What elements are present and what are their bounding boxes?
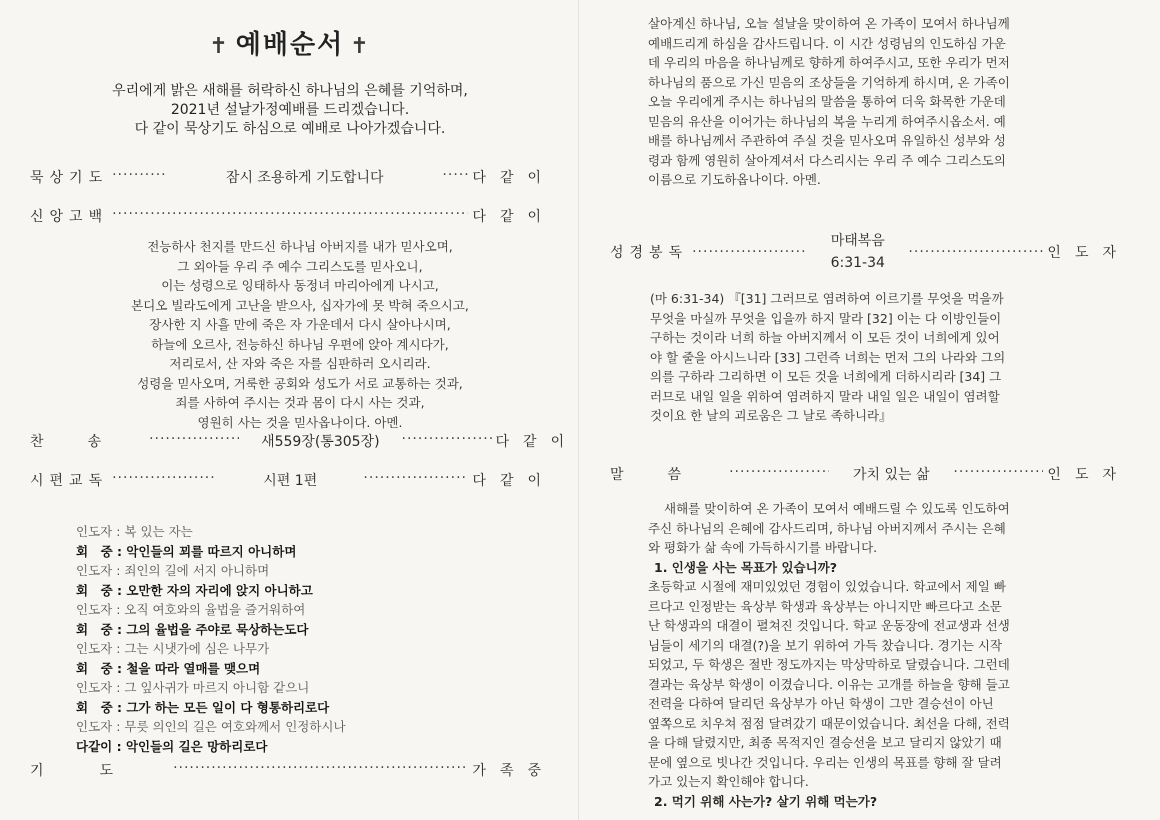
litany-speaker: 인도자	[76, 719, 113, 734]
sermon-line: 가고 있는지 확인해야 합니다.	[648, 774, 809, 789]
intro-line: 다 같이 묵상기도 하심으로 예배로 나아가겠습니다.	[134, 121, 446, 137]
order-label: 신앙고백	[30, 209, 109, 225]
prayer-line: 배를 하나님께서 주관하여 주실 것을 믿사오며 유일하신 성부와 성	[648, 133, 1006, 148]
leader-dots	[112, 206, 468, 222]
intro-text	[40, 82, 540, 139]
apostles-creed	[60, 237, 540, 432]
intro-line: 우리에게 밝은 새해를 허락하신 하나님의 은혜를 기억하며,	[112, 83, 468, 99]
order-responder: 다같이	[472, 473, 555, 489]
litany-separator: :	[112, 641, 125, 656]
litany-line	[76, 561, 546, 581]
order-label: 기도	[30, 763, 170, 779]
litany-text: 복 있는 자는	[124, 524, 193, 539]
leader-dots	[908, 244, 1043, 260]
litany-text: 오만한 자의 자리에 앉지 아니하고	[126, 582, 313, 598]
prayer-line: 살아계신 하나님, 오늘 설날을 맞이하여 온 가족이 모여서 하나님께	[648, 16, 1010, 31]
litany-separator: :	[112, 543, 127, 559]
litany-text: 죄인의 길에 서지 아니하며	[124, 563, 270, 578]
litany-speaker: 인도자	[76, 563, 113, 578]
prayer-text	[648, 14, 1113, 190]
litany-speaker: 회 중	[76, 699, 113, 715]
sermon-line: 전력을 다하여 달리던 육상부가 아닌 학생이 그만 결승선이 아닌	[648, 696, 994, 711]
litany-separator: :	[112, 660, 127, 676]
creed-line: 죄를 사하여 주시는 것과 몸이 다시 사는 것과,	[175, 395, 425, 410]
responsive-reading	[76, 522, 546, 756]
litany-speaker: 회 중	[76, 582, 113, 598]
litany-separator: :	[112, 602, 125, 617]
litany-separator: :	[112, 582, 127, 598]
litany-line	[76, 620, 546, 640]
order-responder: 인도자	[1047, 467, 1130, 483]
sermon-line: 난 학생과의 대결이 펼쳐진 것입니다. 학교 운동장에 전교생과 선생	[648, 618, 1010, 633]
litany-text: 무릇 의인의 길은 여호와께서 인정하시나	[124, 719, 346, 734]
scripture-book: 마태복음	[830, 233, 885, 249]
order-label: 묵상기도	[30, 170, 109, 186]
creed-line: 성령을 믿사오며, 거룩한 공회와 성도가 서로 교통하는 것과,	[137, 375, 463, 391]
order-content	[811, 230, 904, 274]
sermon-line: 결과는 육상부 학생이 이겼습니다. 이유는 고개를 하늘을 향해 들고	[648, 676, 1010, 692]
litany-line	[76, 600, 546, 620]
litany-text: 그의 율법을 주야로 묵상하는도다	[126, 621, 309, 637]
litany-line	[76, 659, 546, 679]
order-content: 잠시 조용하게 기도합니다	[225, 170, 384, 186]
scripture-line: 구하는 것이라 너희 하늘 아버지께서 이 모든 것이 너희에게 있어	[650, 330, 1000, 345]
cross-icon: ✝	[350, 34, 371, 59]
leader-dots	[729, 464, 829, 480]
sermon-line: 르다고 인정받는 육상부 학생과 육상부는 아니지만 빠르다고 소문	[648, 598, 1002, 614]
prayer-line: 데 우리의 마음을 하나님께로 향하게 하여주시고, 또한 우리가 먼저	[648, 55, 1010, 70]
creed-line: 이는 성령으로 잉태하사 동정녀 마리아에게 나시고,	[161, 278, 439, 293]
sermon-line: 님들이 세기의 대결(?)을 보기 위하여 가득 찼습니다. 경기는 시작	[648, 637, 1003, 653]
litany-separator: :	[112, 621, 127, 637]
prayer-line: 오늘 우리에게 주시는 하나님의 말씀을 통하여 더욱 화목한 가운데	[648, 94, 1006, 109]
order-content: 시편 1편	[263, 473, 318, 489]
leader-dots	[173, 760, 468, 776]
prayer-line: 믿음의 유산을 이어가는 하나님의 복을 누리게 하여주시옵소서. 예	[648, 113, 1006, 129]
scripture-line: (마 6:31-34) 『[31] 그러므로 염려하여 이르기를 무엇을 먹을까	[650, 291, 1004, 306]
order-silent-prayer	[30, 167, 555, 187]
page-title	[0, 24, 580, 61]
order-responder: 인도자	[1047, 245, 1130, 261]
order-responder: 다같이	[495, 434, 579, 450]
litany-speaker: 회 중	[76, 660, 113, 676]
sermon-line: 새해를 맞이하여 온 가족이 모여서 예배드릴 수 있도록 인도하여	[664, 501, 1010, 516]
order-hymn	[30, 431, 579, 451]
sermon-text	[648, 499, 1118, 811]
prayer-line: 예배드리게 하심을 감사드립니다. 이 시간 성령님의 인도하심 가운	[648, 35, 1006, 51]
scripture-line: 러므로 내일 일을 위하여 염려하지 말라 내일 일은 내일이 염려할	[650, 388, 1000, 404]
litany-speaker: 인도자	[76, 524, 113, 539]
prayer-line: 령과 함께 영원히 살아계셔서 다스리시는 우리 주 예수 그리스도의	[648, 152, 1006, 168]
scripture-text	[650, 289, 1110, 426]
litany-speaker: 인도자	[76, 680, 113, 695]
litany-line	[76, 581, 546, 601]
sermon-line: 을 다해 달렸지만, 최종 목적지인 결승선을 보고 달리지 않았기 때	[648, 735, 1002, 750]
order-label: 말씀	[610, 467, 726, 483]
litany-text: 오직 여호와의 율법을 즐거워하여	[124, 602, 306, 617]
title-text: 예배순서	[235, 30, 345, 60]
litany-line	[76, 737, 546, 757]
leader-dots	[112, 470, 217, 486]
creed-line: 하늘에 오르사, 전능하신 하나님 우편에 앉아 계시다가,	[151, 336, 449, 352]
prayer-line: 하나님의 품으로 가신 믿음의 조상들을 기억하게 하시며, 온 가족이	[648, 74, 1010, 90]
litany-text: 그는 시냇가에 심은 나무가	[124, 641, 270, 656]
litany-line	[76, 522, 546, 542]
scripture-line: 야 할 줄을 아시느니라 [33] 그런즉 너희는 먼저 그의 나라와 그의	[650, 349, 1006, 365]
litany-line	[76, 639, 546, 659]
litany-text: 그 잎사귀가 마르지 아니함 같으니	[124, 680, 310, 695]
creed-line: 본디오 빌라도에게 고난을 받으사, 십자가에 못 박혀 죽으시고,	[131, 297, 469, 313]
litany-line	[76, 678, 546, 698]
litany-text: 악인들의 길은 망하리로다	[125, 738, 268, 754]
litany-separator: :	[112, 699, 127, 715]
order-prayer	[30, 760, 555, 780]
cross-icon: ✝	[209, 34, 230, 59]
leader-dots	[112, 167, 167, 183]
creed-line: 영원히 사는 것을 믿사옵나이다. 아멘.	[197, 414, 403, 430]
order-scripture-reading	[610, 230, 1130, 274]
order-responder: 다같이	[472, 170, 555, 186]
creed-line: 전능하사 천지를 만드신 하나님 아버지를 내가 믿사오며,	[147, 239, 453, 254]
scripture-line: 것이요 한 날의 괴로움은 그 날로 족하니라』	[650, 408, 892, 423]
order-psalm	[30, 470, 555, 490]
litany-speaker: 회 중	[76, 543, 113, 559]
leader-dots	[692, 244, 807, 260]
leader-dots	[149, 431, 239, 447]
sermon-line: 되었고, 두 학생은 절반 정도까지는 막상막하로 달렸습니다. 그런데	[648, 657, 1010, 672]
order-content: 새559장(통305장)	[261, 434, 380, 450]
litany-speaker: 인도자	[76, 641, 113, 656]
order-sermon	[610, 464, 1130, 484]
litany-line	[76, 698, 546, 718]
order-content: 가치 있는 삶	[852, 467, 930, 483]
creed-line: 그 외아들 우리 주 예수 그리스도를 믿사오니,	[177, 258, 423, 274]
creed-line: 저리로서, 산 자와 죽은 자를 심판하러 오시리라.	[169, 356, 431, 371]
order-label: 시편교독	[30, 473, 109, 489]
litany-speaker: 회 중	[76, 621, 113, 637]
litany-separator: :	[112, 738, 126, 754]
order-label: 찬송	[30, 434, 146, 450]
litany-text: 철을 따라 열매를 맺으며	[126, 660, 261, 676]
litany-line	[76, 542, 546, 562]
order-label: 성경봉독	[610, 245, 689, 261]
leader-dots	[402, 431, 492, 447]
litany-text: 그가 하는 모든 일이 다 형통하리로다	[126, 699, 330, 715]
leader-dots	[442, 167, 468, 183]
sermon-line: 와 평화가 삶 속에 가득하시기를 바랍니다.	[648, 540, 878, 555]
sermon-line: 옆쪽으로 치우쳐 점점 달려갔기 때문이었습니다. 최선을 다해, 전력	[648, 715, 1010, 731]
scripture-line: 무엇을 마실까 무엇을 입을까 하지 말라 [32] 이는 다 이방인들이	[650, 310, 1002, 326]
litany-speaker: 다같이	[76, 738, 113, 754]
order-responder: 가족중	[472, 763, 555, 779]
litany-separator: :	[112, 563, 125, 578]
sermon-heading: 1. 인생을 사는 목표가 있습니까?	[654, 559, 838, 575]
litany-text: 악인들의 꾀를 따르지 아니하며	[126, 543, 297, 559]
litany-separator: :	[112, 719, 125, 734]
sermon-line: 주신 하나님의 은혜에 감사드리며, 하나님 아버지께서 주시는 은혜	[648, 520, 1006, 536]
creed-line: 장사한 지 사흘 만에 죽은 자 가운데서 다시 살아나시며,	[149, 317, 451, 332]
litany-line	[76, 717, 546, 737]
order-creed	[30, 206, 555, 226]
litany-separator: :	[112, 680, 125, 695]
sermon-line: 문에 옆으로 빗나간 것입니다. 우리는 인생의 목표를 향해 잘 달려	[648, 754, 1002, 770]
order-responder: 다같이	[472, 209, 555, 225]
intro-line: 2021년 설날가정예배를 드리겠습니다.	[170, 102, 410, 118]
right-page	[580, 0, 1160, 820]
prayer-line: 이름으로 기도하옵나이다. 아멘.	[648, 172, 821, 187]
scripture-verses: 6:31-34	[830, 255, 885, 271]
leader-dots	[953, 464, 1043, 480]
litany-speaker: 인도자	[76, 602, 113, 617]
leader-dots	[363, 470, 468, 486]
sermon-heading: 2. 먹기 위해 사는가? 살기 위해 먹는가?	[654, 793, 878, 809]
scripture-line: 의를 구하라 그리하면 이 모든 것을 너희에게 더하시리라 [34] 그	[650, 369, 1002, 384]
litany-separator: :	[112, 524, 125, 539]
sermon-line: 초등학교 시절에 재미있었던 경험이 있었습니다. 학교에서 제일 빠	[648, 579, 1006, 594]
